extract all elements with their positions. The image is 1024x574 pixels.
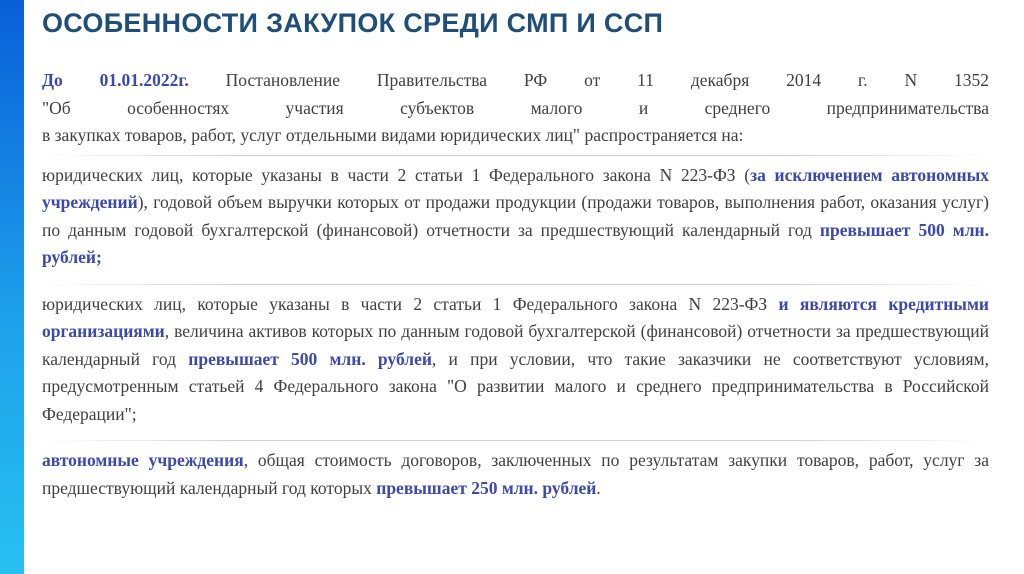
item-1-highlight-exception: за исключением автономных учреждений [42, 164, 989, 212]
item-2-highlight-credit: и являются кредитными организациями [42, 293, 989, 341]
intro-line-1 [42, 67, 989, 95]
divider [42, 440, 989, 441]
intro-line-3: в закупках товаров, работ, услуг отдельными видами юридических лиц" распространяется на: [42, 125, 744, 145]
item-3-text-b: . [596, 477, 601, 498]
list-item-1 [42, 162, 989, 276]
item-2-text-b: , величина активов которых по данным годовой бухгалтерской (финансовой) отчетности за предшествующий календарный год [42, 321, 989, 369]
item-3-highlight-autonomous: автономные учреждения [42, 450, 244, 470]
item-2-highlight-threshold: превышает 500 млн. рублей [188, 348, 432, 369]
divider [42, 284, 989, 285]
divider [42, 155, 989, 156]
list-item-2 [42, 291, 989, 433]
intro-decree: Постановление Правительства РФ от 11 декабря 2014 г. N 1352 [188, 70, 989, 90]
intro-paragraph [42, 67, 989, 150]
item-1-text-a: юридических лиц, которые указаны в части 2 статьи 1 Федерального закона N 223-ФЗ ( [42, 164, 751, 185]
item-1-highlight-threshold: превышает 500 млн. рублей; [42, 219, 989, 267]
list-item-3 [42, 447, 989, 506]
item-2-text-a: юридических лиц, которые указаны в части 2 статьи 1 Федерального закона N 223-ФЗ [42, 293, 779, 314]
page-title: ОСОБЕННОСТИ ЗАКУПОК СРЕДИ СМП И ССП [42, 8, 664, 38]
item-2-text-c: , и при условии, что такие заказчики не соответствуют условиям, предусмотренным статьей 4 Федерального закона "О развитии малого и среднего предпринимательства в Российской Федерации"; [42, 348, 989, 424]
slide-body [42, 67, 989, 514]
item-3-highlight-threshold: превышает 250 млн. рублей [376, 477, 597, 498]
intro-line-2: "Об особенностях участия субъектов малого и среднего предпринимательства [42, 97, 989, 118]
item-3-text-a: , общая стоимость договоров, заключенных по результатам закупки товаров, работ, услуг за предшествующий календарный год которых [42, 450, 989, 498]
intro-date: До 01.01.2022г. [42, 70, 189, 90]
item-1-text-b: ), годовой объем выручки которых от продажи продукции (продажи товаров, выполнения работ, оказания услуг) по данным годовой бухгалтерской (финансовой) отчетности за предшествующий календарный год [42, 192, 989, 240]
left-accent-bar [0, 0, 24, 574]
